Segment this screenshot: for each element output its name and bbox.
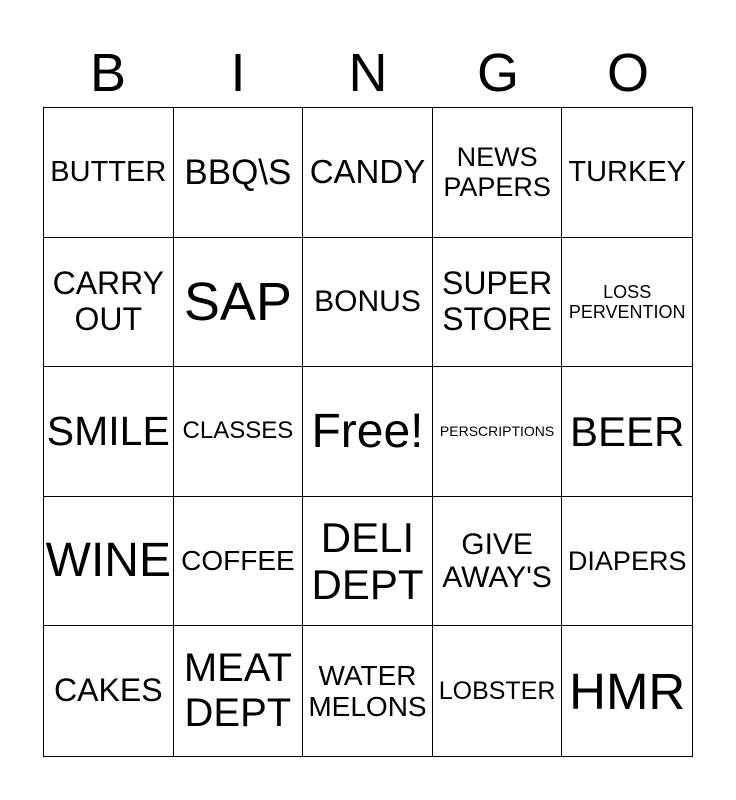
header-letter-b: B <box>89 43 127 103</box>
bingo-cell[interactable] <box>562 238 692 368</box>
cell-label: GIVE AWAY'S <box>442 527 552 595</box>
bingo-cell[interactable] <box>433 626 563 756</box>
cell-label: CARRY OUT <box>52 265 165 337</box>
header-letter-o: O <box>606 43 649 103</box>
bingo-cell[interactable] <box>44 238 174 368</box>
bingo-card-grid <box>43 107 693 757</box>
cell-label: HMR <box>569 662 686 720</box>
cell-label: TURKEY <box>568 156 687 189</box>
cell-label: SMILE <box>46 407 170 454</box>
bingo-cell[interactable] <box>44 626 174 756</box>
bingo-cell[interactable] <box>303 497 433 627</box>
cell-label: SUPER STORE <box>441 265 553 337</box>
cell-label: COFFEE <box>181 545 295 577</box>
bingo-cell[interactable] <box>562 626 692 756</box>
header-letter-n: N <box>348 43 388 103</box>
bingo-cell[interactable] <box>44 497 174 627</box>
cell-label: CLASSES <box>182 417 294 445</box>
cell-label: WINE <box>45 534 171 588</box>
free-space-label: Free! <box>311 404 424 458</box>
bingo-cell[interactable] <box>562 497 692 627</box>
bingo-cell[interactable] <box>174 367 304 497</box>
bingo-cell[interactable] <box>303 626 433 756</box>
cell-label: PERSCRIPTIONS <box>439 422 555 439</box>
cell-label: BUTTER <box>50 156 167 189</box>
bingo-cell[interactable] <box>433 367 563 497</box>
cell-label: BBQ\S <box>184 152 292 192</box>
bingo-cell[interactable] <box>174 497 304 627</box>
header-letter-i: I <box>230 43 246 103</box>
bingo-cell[interactable] <box>433 497 563 627</box>
bingo-cell[interactable] <box>303 238 433 368</box>
bingo-cell[interactable] <box>562 108 692 238</box>
cell-label: BEER <box>570 407 685 455</box>
cell-label: CANDY <box>309 152 426 190</box>
cell-label: MEAT DEPT <box>183 646 292 736</box>
bingo-cell[interactable] <box>44 367 174 497</box>
bingo-cell[interactable] <box>44 108 174 238</box>
bingo-cell[interactable] <box>174 238 304 368</box>
cell-label: BONUS <box>314 285 421 319</box>
cell-label: DELI DEPT <box>311 514 424 609</box>
bingo-cell[interactable] <box>433 238 563 368</box>
bingo-cell[interactable] <box>174 626 304 756</box>
bingo-cell[interactable] <box>174 108 304 238</box>
bingo-cell[interactable] <box>562 367 692 497</box>
cell-label: WATER MELONS <box>308 659 427 723</box>
cell-label: LOBSTER <box>438 677 556 706</box>
bingo-header <box>43 40 693 106</box>
cell-label: LOSS PERVENTION <box>568 281 686 322</box>
cell-label: SAP <box>183 271 292 332</box>
bingo-cell[interactable] <box>433 108 563 238</box>
bingo-cell[interactable] <box>303 108 433 238</box>
cell-label: NEWS PAPERS <box>443 142 551 203</box>
cell-label: CAKES <box>54 672 163 709</box>
header-letter-g: G <box>476 43 519 103</box>
bingo-cell-free[interactable] <box>303 367 433 497</box>
cell-label: DIAPERS <box>567 545 687 576</box>
